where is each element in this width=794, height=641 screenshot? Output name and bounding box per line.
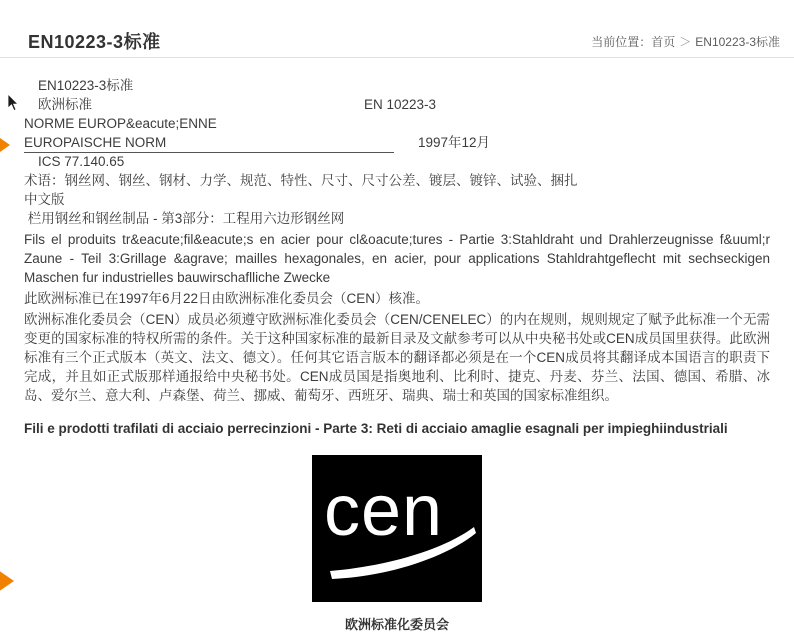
standard-code: EN 10223-3 [364, 97, 437, 112]
breadcrumb-prefix: 当前位置： [591, 35, 652, 49]
doc-title-cn: EN10223-3标准 [38, 78, 134, 93]
members-paragraph: 欧洲标准化委员会（CEN）成员必须遵守欧洲标准化委员会（CEN/CENELEC）的内在规则，规则规定了赋予此标准一个无需变更的国家标准的特权所需的条件。关于这种国家标准的最新目录及文献参考可以从中央秘书处或CEN成员国里获得。此欧洲标准有三个正式版本（英文、法文、德文）。任何其它语言版本的翻译都必须是在一个CEN成员将其翻译成本国语言的职责下完成，并且如正式版那样通报给中央秘书处。CEN成员国是指奥地利、比利时、捷克、丹麦、芬兰、法国、德国、希腊、冰岛、爱尔兰、意大利、卢森堡、荷兰、挪威、葡萄牙、西班牙、瑞典、瑞士和英国的国家标准组织。 [24, 312, 770, 403]
multilingual-title: Fils el produits tr&eacute;fil&eacute;s en acier pour cl&oacute;tures - Partie 3:Stahldraht und Drahlerzeugnisse f&uuml;r Zaune - Teil 3:Grillage &agrave; mailles hexagonales, en acier, pour applications Stahldrahtgeflecht mit sechseckigen Maschen fur industrielles bauwirschaflliche Zwecke [24, 232, 770, 285]
svg-text:cen: cen [324, 471, 444, 551]
europaische-norm-row [24, 133, 770, 152]
cen-logo-svg [312, 455, 482, 602]
approval-paragraph: 此欧洲标准已在1997年6月22日由欧洲标准化委员会（CEN）核准。 [24, 291, 430, 306]
document-body [0, 58, 794, 634]
breadcrumb-current: EN10223-3标准 [695, 35, 780, 49]
ics-code: ICS 77.140.65 [38, 154, 125, 169]
italian-title: Fili e prodotti trafilati di acciaio perrecinzioni - Parte 3: Reti di acciaio amaglie esagnali per impieghiindustriali [24, 421, 728, 436]
cen-logo-icon [312, 455, 482, 602]
page-title: EN10223-3标准 [28, 32, 161, 52]
publication-date: 1997年12月 [418, 135, 491, 150]
euro-standard-row [24, 95, 770, 114]
terms-line: 术语：钢丝网、钢丝、钢材、力学、规范、特性、尺寸、尺寸公差、镀层、镀锌、试验、捆扎 [24, 173, 578, 188]
breadcrumb-separator: ＞ [679, 35, 692, 49]
euro-standard-label: 欧洲标准 [38, 97, 92, 112]
document-content [0, 58, 794, 634]
norme-francaise-line: NORME EUROP&eacute;ENNE [24, 116, 217, 131]
document-title-cn-line: 栏用钢丝和钢丝制品 - 第3部分：工程用六边形钢丝网 [24, 211, 345, 226]
breadcrumb-home-link[interactable]: 首页 [651, 35, 676, 49]
cen-logo-caption: 欧洲标准化委员会 [344, 617, 449, 632]
europaische-norm-label: EUROPAISCHE NORM [24, 133, 394, 153]
mouse-cursor-icon [8, 94, 20, 112]
version-line: 中文版 [24, 192, 65, 207]
page-header [0, 0, 794, 58]
cen-logo-container [24, 455, 770, 634]
breadcrumb [591, 33, 780, 50]
